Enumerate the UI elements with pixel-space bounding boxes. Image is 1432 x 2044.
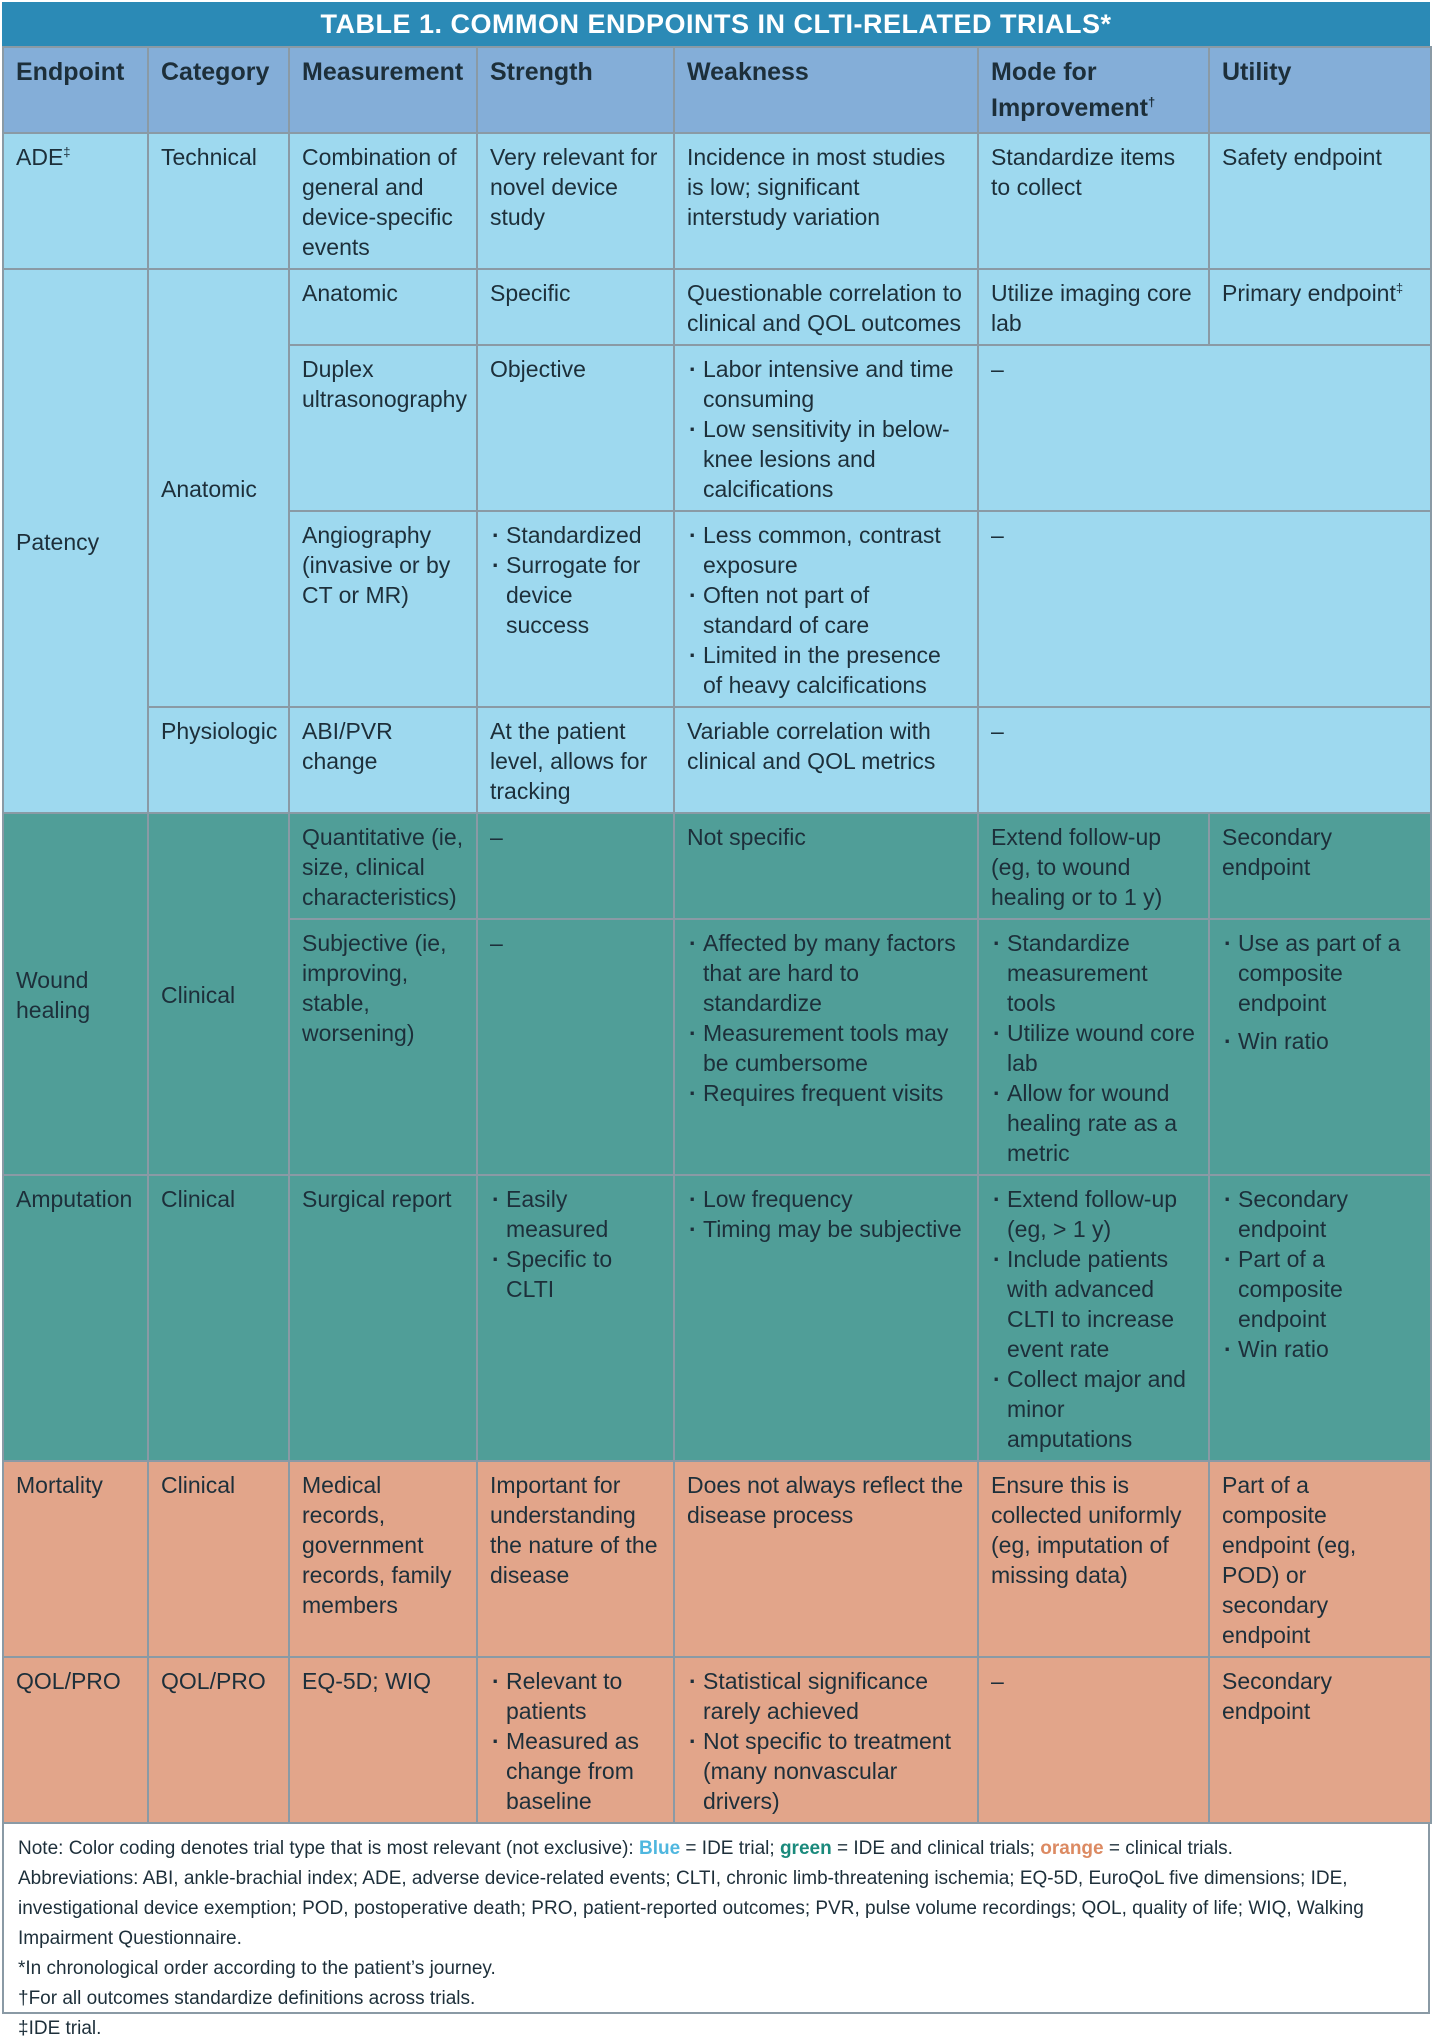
cell-utility: Safety endpoint	[1209, 133, 1431, 269]
cell-mode: Ensure this is collected uniformly (eg, imputation of missing data)	[978, 1461, 1209, 1657]
header-strength: Strength	[477, 47, 674, 133]
list-item: · Secondary endpoint	[1222, 1184, 1418, 1244]
cell-measurement: Combination of general and device-specific events	[289, 133, 477, 269]
utility-sup: ‡	[1395, 280, 1404, 296]
cell-mode	[978, 919, 1209, 1175]
note-prefix: Note: Color coding denotes trial type that is most relevant (not exclusive):	[18, 1838, 639, 1859]
utility-list	[1222, 1184, 1418, 1364]
cell-weakness: Questionable correlation to clinical and QOL outcomes	[674, 269, 978, 345]
cell-endpoint: Mortality	[3, 1461, 148, 1657]
header-mode-label: Mode for Improvement	[991, 58, 1148, 122]
header-mode-sup: †	[1147, 94, 1156, 110]
strength-list	[490, 520, 661, 640]
cell-endpoint: Patency	[3, 269, 148, 813]
cell-category: Anatomic	[148, 269, 289, 707]
cell-category: Clinical	[148, 1175, 289, 1461]
list-item: · Timing may be subjective	[687, 1214, 965, 1244]
cell-utility	[1209, 1175, 1431, 1461]
cell-mode: Extend follow-up (eg, to wound healing or to 1 y)	[978, 813, 1209, 919]
cell-weakness: Does not always reflect the disease process	[674, 1461, 978, 1657]
table-figure	[2, 2, 1430, 2039]
cell-measurement: Anatomic	[289, 269, 477, 345]
weakness-list	[687, 1666, 965, 1816]
list-item: · Low sensitivity in below-knee lesions and calcifications	[687, 414, 965, 504]
cell-weakness	[674, 1175, 978, 1461]
note-orange-word: orange	[1040, 1838, 1104, 1859]
list-item: · Easily measured	[490, 1184, 661, 1244]
cell-category: QOL/PRO	[148, 1657, 289, 1823]
list-item: · Not specific to treatment (many nonvascular drivers)	[687, 1726, 965, 1816]
cell-strength	[477, 1657, 674, 1823]
note-color-coding	[18, 1834, 1414, 1864]
header-weakness: Weakness	[674, 47, 978, 133]
list-item: · Win ratio	[1222, 1334, 1418, 1364]
cell-measurement: ABI/PVR change	[289, 707, 477, 813]
cell-strength: Very relevant for novel device study	[477, 133, 674, 269]
list-item: · Requires frequent visits	[687, 1078, 965, 1108]
list-item: · Limited in the presence of heavy calcifications	[687, 640, 965, 700]
cell-endpoint: QOL/PRO	[3, 1657, 148, 1823]
utility-label: Primary endpoint	[1222, 280, 1396, 306]
header-utility: Utility	[1209, 47, 1431, 133]
endpoint-sup: ‡	[63, 144, 71, 160]
list-item: · Extend follow-up (eg, > 1 y)	[991, 1184, 1196, 1244]
cell-utility: Secondary endpoint	[1209, 1657, 1431, 1823]
cell-strength: Specific	[477, 269, 674, 345]
cell-endpoint: Wound healing	[3, 813, 148, 1175]
list-item: · Part of a composite endpoint	[1222, 1244, 1418, 1334]
note-dagger: †For all outcomes standardize definitions across trials.	[18, 1988, 476, 2009]
mode-list	[991, 928, 1196, 1168]
cell-category: Clinical	[148, 1461, 289, 1657]
cell-weakness	[674, 345, 978, 511]
cell-weakness	[674, 1657, 978, 1823]
cell-weakness: Not specific	[674, 813, 978, 919]
header-endpoint: Endpoint	[3, 47, 148, 133]
list-item: · Relevant to patients	[490, 1666, 661, 1726]
table-row	[3, 1657, 1431, 1823]
cell-strength: At the patient level, allows for tracking	[477, 707, 674, 813]
list-item: · Often not part of standard of care	[687, 580, 965, 640]
cell-measurement: Medical records, government records, family members	[289, 1461, 477, 1657]
cell-utility: Part of a composite endpoint (eg, POD) or secondary endpoint	[1209, 1461, 1431, 1657]
weakness-list	[687, 520, 965, 700]
cell-strength: Important for understanding the nature of the disease	[477, 1461, 674, 1657]
list-item: · Less common, contrast exposure	[687, 520, 965, 580]
cell-strength: –	[477, 919, 674, 1175]
list-item: · Surrogate for device success	[490, 550, 661, 640]
cell-strength: Objective	[477, 345, 674, 511]
endpoints-table	[2, 46, 1432, 1824]
table-row	[3, 1461, 1431, 1657]
table-row	[3, 133, 1431, 269]
list-item: · Labor intensive and time consuming	[687, 354, 965, 414]
table-notes	[2, 1824, 1430, 2039]
list-item: · Include patients with advanced CLTI to increase event rate	[991, 1244, 1196, 1364]
strength-list	[490, 1184, 661, 1304]
list-item: · Specific to CLTI	[490, 1244, 661, 1304]
mode-list	[991, 1184, 1196, 1454]
cell-weakness: Variable correlation with clinical and QOL metrics	[674, 707, 978, 813]
note-ddagger: ‡IDE trial.	[18, 2018, 102, 2039]
cell-measurement: Surgical report	[289, 1175, 477, 1461]
cell-strength	[477, 511, 674, 707]
endpoint-label: ADE	[16, 144, 64, 170]
table-row	[3, 269, 1431, 345]
note-star: *In chronological order according to the patient’s journey.	[18, 1958, 496, 1979]
note-abbreviations: Abbreviations: ABI, ankle-brachial index; ADE, adverse device-related events; CLTI, chronic limb-threatening ischemia; EQ-5D, EuroQoL five dimensions; IDE, investigational device exemption; POD, postoperative death; PRO, patient-reported outcomes; PVR, pulse volume recordings; QOL, quality of life; WIQ, Walking Impairment Questionnaire.	[18, 1868, 1364, 1949]
cell-measurement: Angiography (invasive or by CT or MR)	[289, 511, 477, 707]
cell-mode: –	[978, 707, 1431, 813]
list-item: · Utilize wound core lab	[991, 1018, 1196, 1078]
cell-category: Physiologic	[148, 707, 289, 813]
list-item: · Affected by many factors that are hard to standardize	[687, 928, 965, 1018]
list-item: · Measured as change from baseline	[490, 1726, 661, 1816]
cell-measurement: Duplex ultrasonography	[289, 345, 477, 511]
header-category: Category	[148, 47, 289, 133]
note-orange-text: = clinical trials.	[1103, 1838, 1233, 1859]
cell-weakness	[674, 511, 978, 707]
cell-utility: Secondary endpoint	[1209, 813, 1431, 919]
cell-measurement: Quantitative (ie, size, clinical characteristics)	[289, 813, 477, 919]
cell-mode: Utilize imaging core lab	[978, 269, 1209, 345]
note-blue-word: Blue	[638, 1838, 681, 1859]
header-mode	[978, 47, 1209, 133]
list-item: · Use as part of a composite endpoint	[1222, 928, 1418, 1018]
cell-mode: –	[978, 345, 1431, 511]
table-row	[3, 813, 1431, 919]
utility-list	[1222, 928, 1418, 1056]
cell-endpoint	[3, 133, 148, 269]
table-title: TABLE 1. COMMON ENDPOINTS IN CLTI-RELATED TRIALS*	[2, 2, 1430, 46]
weakness-list	[687, 928, 965, 1108]
list-item: · Collect major and minor amputations	[991, 1364, 1196, 1454]
cell-category: Technical	[148, 133, 289, 269]
header-measurement: Measurement	[289, 47, 477, 133]
note-green-word: green	[779, 1838, 832, 1859]
list-item: · Low frequency	[687, 1184, 965, 1214]
list-item: · Statistical significance rarely achieved	[687, 1666, 965, 1726]
table-row	[3, 1175, 1431, 1461]
table-row	[3, 707, 1431, 813]
header-row	[3, 47, 1431, 133]
list-item: · Standardize measurement tools	[991, 928, 1196, 1018]
cell-strength	[477, 1175, 674, 1461]
cell-endpoint: Amputation	[3, 1175, 148, 1461]
strength-list	[490, 1666, 661, 1816]
list-item: · Win ratio	[1222, 1026, 1418, 1056]
cell-category: Clinical	[148, 813, 289, 1175]
cell-measurement: EQ-5D; WIQ	[289, 1657, 477, 1823]
list-item: · Standardized	[490, 520, 661, 550]
cell-weakness: Incidence in most studies is low; significant interstudy variation	[674, 133, 978, 269]
list-item: · Measurement tools may be cumbersome	[687, 1018, 965, 1078]
note-green-text: = IDE and clinical trials;	[831, 1838, 1041, 1859]
list-item: · Allow for wound healing rate as a metric	[991, 1078, 1196, 1168]
cell-mode: Standardize items to collect	[978, 133, 1209, 269]
cell-weakness	[674, 919, 978, 1175]
cell-utility	[1209, 269, 1431, 345]
cell-measurement: Subjective (ie, improving, stable, worsening)	[289, 919, 477, 1175]
weakness-list	[687, 1184, 965, 1244]
cell-mode	[978, 1175, 1209, 1461]
cell-utility	[1209, 919, 1431, 1175]
cell-strength: –	[477, 813, 674, 919]
note-blue-text: = IDE trial;	[680, 1838, 780, 1859]
cell-mode: –	[978, 511, 1431, 707]
weakness-list	[687, 354, 965, 504]
cell-mode: –	[978, 1657, 1209, 1823]
